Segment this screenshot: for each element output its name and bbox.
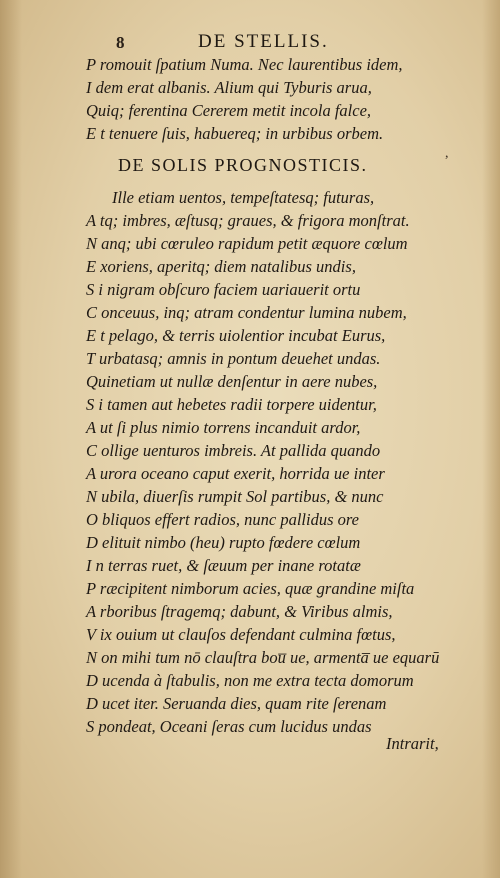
verse-line: A ut ſi plus nimio torrens incanduit ardor, [86, 418, 361, 437]
verse-line: E t pelago, & terris uiolentior incubat Eurus, [86, 326, 386, 345]
verse-line: S pondeat, Oceani ſeras cum lucidus undas [86, 717, 372, 736]
page-shadow-right [482, 0, 500, 878]
section-heading: DE SOLIS PROGNOSTICIS. [118, 155, 368, 175]
verse-line: I dem erat albanis. Alium qui Tyburis arua, [86, 78, 372, 97]
verse-line: S i nigram obſcuro faciem uariauerit ortu [86, 280, 361, 299]
verse-line: D elituit nimbo (heu) rupto fœdere cœlum [86, 533, 361, 552]
verse-line: N ubila, diuerſis rumpit Sol partibus, & nunc [86, 487, 384, 506]
verse-line: A rboribus ſtragemq; dabunt, & Viribus almis, [86, 602, 393, 621]
running-head: DE STELLIS. [198, 31, 329, 52]
catchword: Intrarit, [386, 734, 439, 753]
verse-line: D ucet iter. Seruanda dies, quam rite ſerenam [86, 694, 387, 713]
page-shadow-left [0, 0, 22, 878]
verse-line: N anq; ubi cœruleo rapidum petit æquore cœlum [86, 234, 408, 253]
ink-mark: , [445, 146, 449, 161]
verse-line: C ollige uenturos imbreis. At pallida quando [86, 441, 381, 460]
verse-line: Quinetiam ut nullæ denſentur in aere nubes, [86, 372, 378, 391]
verse-line: E xoriens, aperitq; diem natalibus undis, [86, 257, 356, 276]
verse-line: P romouit ſpatium Numa. Nec laurentibus idem, [86, 55, 403, 74]
verse-line: S i tamen aut hebetes radii torpere uidentur, [86, 395, 377, 414]
verse-line: Quiq; ferentina Cererem metit incola falce, [86, 101, 372, 120]
verse-line: E t tenuere ſuis, habuereq; in urbibus orbem. [86, 124, 384, 143]
page-number: 8 [116, 33, 125, 52]
verse-line: A tq; imbres, æſtusq; graues, & frigora monſtrat. [86, 211, 410, 230]
verse-line: D ucenda à ſtabulis, non me extra tecta domorum [86, 671, 414, 690]
verse-line: V ix ouium ut clauſos defendant culmina fœtus, [86, 625, 396, 644]
verse-line: O bliquos effert radios, nunc pallidus ore [86, 510, 360, 529]
verse-line: A urora oceano caput exerit, horrida ue inter [86, 464, 385, 483]
verse-line: P ræcipitent nimborum acies, quæ grandine miſta [86, 579, 415, 598]
verse-line: N on mihi tum nō clauſtra bou̅ ue, armenta̅ ue equarū [86, 648, 440, 667]
verse-line: Ille etiam uentos, tempeſtatesq; futuras, [112, 188, 375, 207]
verse-line: I n terras ruet, & ſæuum per inane rotatæ [86, 556, 361, 575]
verse-line: T urbatasq; amnis in pontum deuehet undas. [86, 349, 381, 368]
verse-line: C onceuus, inq; atram condentur lumina nubem, [86, 303, 407, 322]
